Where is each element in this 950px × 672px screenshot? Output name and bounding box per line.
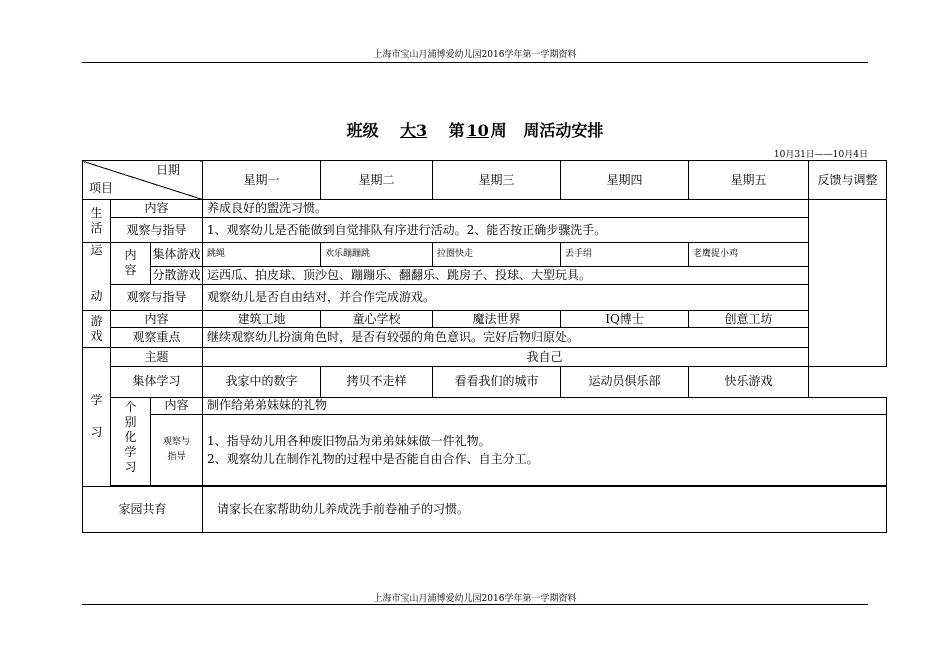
sports-observe: 观察幼儿是否自由结对，并合作完成游戏。 (203, 284, 809, 310)
sports-group-game: 丢手绢 (561, 242, 689, 266)
study-group-lesson: 快乐游戏 (689, 366, 809, 397)
study-group-row (83, 366, 887, 397)
sports-observe-label: 观察与指导 (111, 284, 203, 310)
page-footer: 上海市宝山月浦博爱幼儿园2016学年第一学期资料 (373, 594, 577, 604)
day-header: 星期一 (203, 161, 321, 200)
game-content-row (83, 311, 887, 328)
study-guide: 1、指导幼儿用各种废旧物品为弟弟妹妹做一件礼物。 2、观察幼儿在制作礼物的过程中是否能自由合作、自主分工。 (203, 414, 887, 485)
page-title (0, 118, 950, 141)
study-theme-label: 主题 (111, 348, 203, 366)
study-group-lesson: 拷贝不走样 (321, 366, 433, 397)
game-area: 童心学校 (321, 311, 433, 328)
home-text: 请家长在家帮助幼儿养成洗手前卷袖子的习惯。 (203, 486, 887, 532)
sports-group-game: 老鹰捉小鸡 (689, 242, 809, 266)
corner-date-label: 日期 (155, 163, 180, 177)
header-row (83, 161, 887, 200)
title-class-prefix: 班级 (346, 121, 379, 140)
game-area: 创意工坊 (689, 311, 809, 328)
weekly-schedule-table (82, 160, 887, 533)
study-individual-label: 个 别 化 学 习 (111, 397, 151, 485)
game-focus-row (83, 328, 887, 348)
game-area: 魔法世界 (433, 311, 561, 328)
game-focus: 继续观察幼儿扮演角色时，是否有较强的角色意识。完好后物归原处。 (203, 328, 809, 348)
game-content-label: 内容 (111, 311, 203, 328)
home-row (83, 486, 887, 532)
title-rest: 周活动安排 (523, 121, 604, 140)
game-area: IQ博士 (561, 311, 689, 328)
study-theme-row (83, 348, 887, 366)
feedback-cell (809, 200, 887, 366)
study-group-lesson: 我家中的数字 (203, 366, 321, 397)
sports-section-label: 运 动 (83, 242, 111, 311)
life-content: 养成良好的盥洗习惯。 (203, 200, 809, 218)
day-header: 星期二 (321, 161, 433, 200)
feedback-header: 反馈与调整 (809, 161, 887, 200)
study-section-label: 学 习 (83, 348, 111, 486)
study-individual-content-label: 内容 (151, 397, 203, 414)
page-header: 上海市宝山月浦博爱幼儿园2016学年第一学期资料 (373, 50, 577, 60)
study-group-label: 集体学习 (111, 366, 203, 397)
sports-free-label: 分散游戏 (151, 266, 203, 284)
corner-cell (83, 161, 203, 200)
study-individual-content-row (83, 397, 887, 414)
sports-group-row (83, 242, 887, 266)
game-section-label: 游 戏 (83, 311, 111, 348)
life-content-row (83, 200, 887, 218)
sports-group-game: 跳绳 (203, 242, 321, 266)
day-header: 星期三 (433, 161, 561, 200)
title-week-suffix: 周 (490, 121, 507, 140)
study-group-lesson: 运动员俱乐部 (561, 366, 689, 397)
sports-group-game: 拉圈快走 (433, 242, 561, 266)
sports-group-game: 欢乐蹦蹦跳 (321, 242, 433, 266)
life-observe-label: 观察与指导 (111, 218, 203, 242)
study-theme: 我自己 (203, 348, 887, 366)
day-header: 星期五 (689, 161, 809, 200)
corner-item-label: 项目 (89, 181, 114, 196)
sports-observe-row (83, 284, 887, 310)
life-observe-row (83, 218, 887, 242)
study-guide-label: 观察与 指导 (151, 414, 203, 485)
study-guide-row (83, 414, 887, 485)
game-area: 建筑工地 (203, 311, 321, 328)
sports-group-label: 集体游戏 (151, 242, 203, 266)
header-rule (82, 62, 868, 63)
sports-free-row (83, 266, 887, 284)
title-class-value: 大3 (400, 121, 428, 140)
game-focus-label: 观察重点 (111, 328, 203, 348)
title-week-prefix: 第 (448, 121, 465, 140)
home-label: 家园共育 (83, 486, 203, 532)
life-content-label: 内容 (111, 200, 203, 218)
sports-content-label: 内 容 (111, 242, 151, 284)
life-section-label: 生 活 (83, 200, 111, 242)
date-range: 10月31日——10月4日 (773, 150, 868, 160)
study-individual-content: 制作给弟弟妹妹的礼物 (203, 397, 887, 414)
study-group-lesson: 看看我们的城市 (433, 366, 561, 397)
sports-free-games: 运西瓜、拍皮球、顶沙包、蹦蹦乐、翻翻乐、跳房子、投球、大型玩具。 (203, 266, 809, 284)
footer-rule (82, 604, 868, 605)
day-header: 星期四 (561, 161, 689, 200)
life-observe: 1、观察幼儿是否能做到自觉排队有序进行活动。2、能否按正确步骤洗手。 (203, 218, 809, 242)
title-week-value: 10 (466, 121, 489, 140)
